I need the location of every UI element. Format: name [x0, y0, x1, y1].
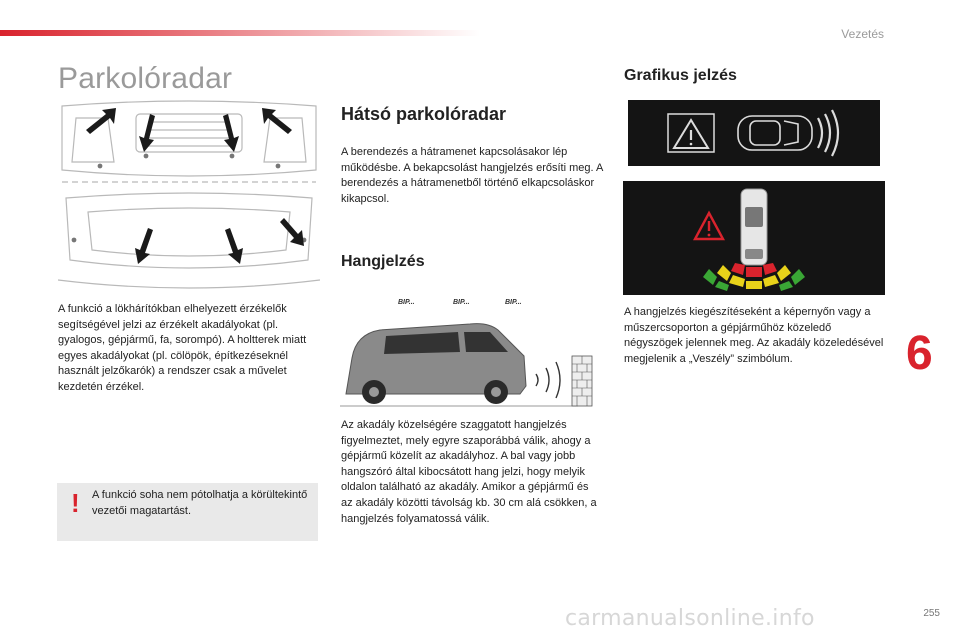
page-number: 255: [923, 608, 940, 619]
car-rear-top-view: [741, 189, 767, 265]
heading-sound-signal: Hangjelzés: [341, 253, 425, 270]
graphic-signal-text: A hangjelzés kiegészítéseként a képernyőn vagy a műszercsoporton a gépjárműhöz közeledő négyszögek jelennek meg. Az akadály közeledésével megjelenik a „Veszély” szimbólum.: [624, 306, 884, 365]
exclamation-icon: !: [71, 488, 80, 518]
page-title: Parkolóradar: [58, 62, 233, 95]
heading-rear-parking-radar: Hátsó parkolóradar: [341, 104, 507, 124]
header-accent-bar: [0, 30, 480, 36]
section-label: Vezetés: [841, 27, 884, 41]
warning-text: A funkció soha nem pótolhatja a körültekintő vezetői magatartást.: [92, 489, 308, 517]
rear-radar-text: A berendezés a hátramenet kapcsolásakor lép működésbe. A bekapcsolást hangjelzés erősíti meg. A berendezés a hátramenetből történő elkapcsoláskor kikapcsol.: [341, 146, 603, 205]
display-screen-small: [628, 100, 880, 166]
sound-signal-text: Az akadály közelségére szaggatott hangjelzés figyelmeztet, mely egyre szaporábbá válik, ahogy a gépjármű közelít az akadályhoz. A bal vagy jobb hangszóró által kibocsátott hang jelzi, hogy melyik oldalon található az akadály. Amikor a gépjármű és az akadály közötti távolság kb. 30 cm alá csökken, a hangjelzés folyamatossá válik.: [341, 419, 597, 525]
bip-label-2: BIP...: [453, 299, 470, 306]
display-screen-large: [623, 181, 885, 295]
chapter-number: 6: [906, 327, 933, 380]
bip-label-1: BIP...: [398, 299, 415, 306]
intro-text: A funkció a lökhárítókban elhelyezett érzékelők segítségével jelzi az érzékelt akadályokat (pl. gyalogos, gépjármű, fa, sorompó). A holtterek miatt egyes akadályokat (pl. cölöpök, építkezéseknél használt jelzőkarók) a rendszer csak a művelet kezdetén érzékel.: [58, 303, 307, 393]
warning-box: [57, 483, 318, 541]
van-sound-illustration: [340, 294, 596, 410]
watermark: carmanualsonline.info: [565, 606, 815, 631]
bumper-sensors-illustration: [58, 100, 320, 296]
heading-graphic-signal: Grafikus jelzés: [624, 67, 737, 84]
bip-label-3: BIP...: [505, 299, 522, 306]
